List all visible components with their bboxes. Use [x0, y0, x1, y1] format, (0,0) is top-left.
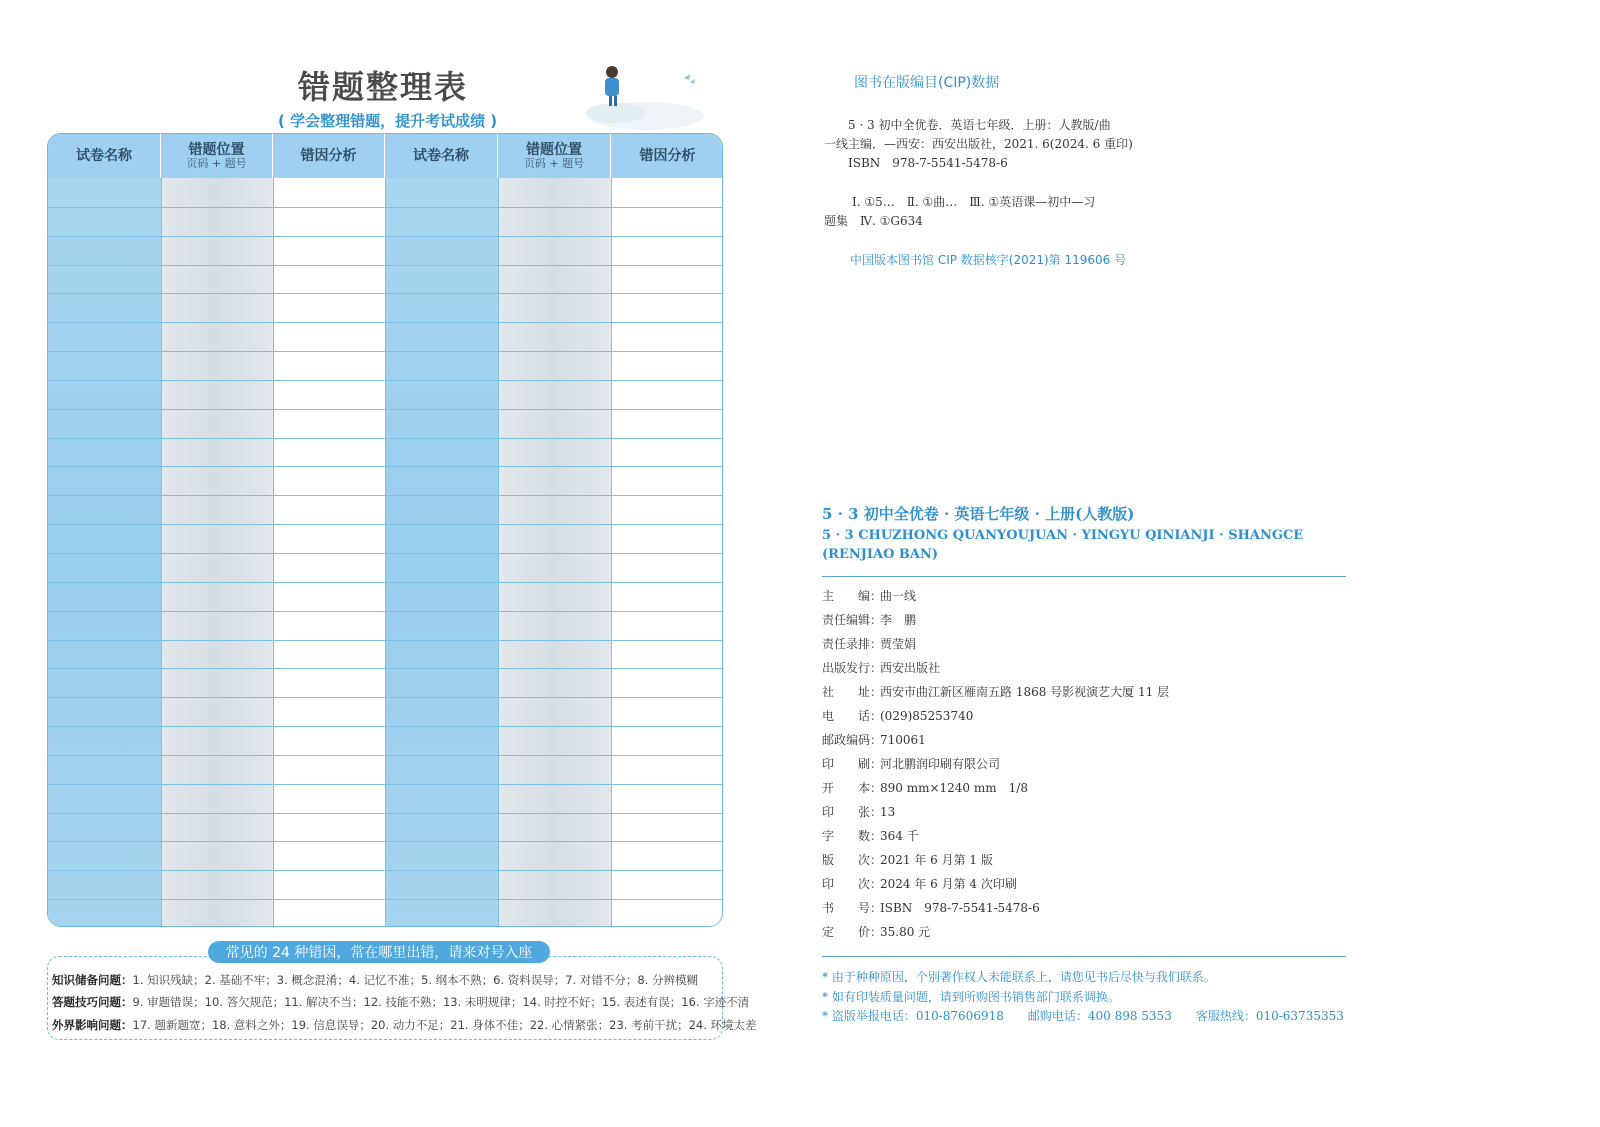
pub-info-value: 河北鹏润印刷有限公司	[880, 757, 1001, 771]
pub-info-key: 责任录排：	[822, 637, 883, 651]
table-row-line	[48, 697, 723, 698]
cip-line: Ⅰ. ①5… Ⅱ. ①曲… Ⅲ. ①英语课—初中—习	[852, 195, 1096, 209]
cip-line: 一线主编．—西安：西安出版社，2021. 6(2024. 6 重印)	[824, 137, 1133, 151]
table-row-line	[48, 582, 723, 583]
notice-line: * 盗版举报电话：010-87606918 邮购电话：400 898 5353 客服热线：010-63735353	[822, 1009, 1344, 1023]
girl-on-cloud-illustration	[576, 58, 706, 138]
pub-info-key: 定 价：	[822, 925, 883, 939]
pub-info-key: 责任编辑：	[822, 613, 883, 627]
cip-line: 题集 Ⅳ. ①G634	[824, 214, 923, 228]
table-row-line	[48, 380, 723, 381]
table-row-line	[48, 495, 723, 496]
pub-info-key: 印 刷：	[822, 757, 883, 771]
table-row-line	[48, 611, 723, 612]
table-row-line	[48, 640, 723, 641]
col-header-paper-name	[385, 134, 498, 178]
pub-info-row	[822, 875, 1017, 892]
page-subtitle: ( 学会整理错题，提升考试成绩 )	[278, 112, 498, 130]
pub-info-value: 曲一线	[880, 589, 917, 603]
col-header-error-cause	[611, 134, 723, 178]
pub-info-value: 35.80 元	[880, 925, 931, 939]
pub-info-key: 印 次：	[822, 877, 883, 891]
col-header-label: 错题位置	[188, 141, 245, 158]
table-row-line	[48, 841, 723, 842]
col-header-error-position	[498, 134, 611, 178]
legend-row-text: 17. 题新题宽；18. 意料之外；19. 信息误导；20. 动力不足；21. 身体不佳；22. 心情紧张；23. 考前干扰；24. 环境太差	[132, 1018, 757, 1032]
legend-row-label: 外界影响问题：	[52, 1018, 133, 1032]
pub-info-value: 西安出版社	[880, 661, 941, 675]
pub-info-value: ISBN 978-7-5541-5478-6	[880, 901, 1040, 915]
col-header-label: 试卷名称	[413, 147, 469, 164]
table-row-line	[48, 726, 723, 727]
pub-info-row	[822, 827, 919, 844]
col-header-label: 试卷名称	[76, 147, 132, 164]
table-row-line	[48, 265, 723, 266]
legend-row-knowledge	[52, 972, 698, 988]
legend-row-external	[52, 1017, 757, 1033]
pub-info-row	[822, 707, 973, 724]
error-sheet-page	[0, 0, 780, 1127]
table-row-line	[48, 351, 723, 352]
book-title: 5 · 3 初中全优卷 · 英语七年级 · 上册(人教版)	[822, 505, 1135, 523]
cip-line: ISBN 978-7-5541-5478-6	[848, 156, 1008, 170]
error-cause-legend	[47, 956, 757, 1040]
book-pinyin-line: 5 · 3 CHUZHONG QUANYOUJUAN · YINGYU QINIANJI · SHANGCE	[822, 528, 1304, 543]
table-body	[48, 178, 723, 927]
col-header-paper-name	[48, 134, 161, 178]
table-row-line	[48, 755, 723, 756]
table-row-line	[48, 207, 723, 208]
legend-row-text: 9. 审题错误；10. 答欠规范；11. 解决不当；12. 技能不熟；13. 未明规律；14. 时控不好；15. 表述有误；16. 字迹不清	[132, 995, 750, 1009]
pub-info-key: 书 号：	[822, 901, 883, 915]
col-header-error-cause	[273, 134, 385, 178]
legend-banner: 常见的 24 种错因，常在哪里出错，请来对号入座	[208, 941, 550, 963]
notice-line: * 由于种种原因，个别著作权人未能联系上，请您见书后尽快与我们联系。	[822, 970, 1216, 984]
pub-info-row	[822, 803, 895, 820]
pub-info-value: 710061	[880, 733, 926, 747]
pub-info-value: 2024 年 6 月第 4 次印刷	[880, 877, 1017, 891]
table-row-line	[48, 466, 723, 467]
cip-line: 5 · 3 初中全优卷．英语七年级．上册：人教版/曲	[848, 118, 1111, 132]
pub-info-key: 社 址：	[822, 685, 883, 699]
pub-info-row	[822, 611, 916, 628]
col-header-sublabel: 页码 + 题号	[186, 156, 247, 170]
pub-info-value: (029)85253740	[880, 709, 974, 723]
pub-info-row	[822, 635, 916, 652]
legend-row-technique	[52, 994, 749, 1010]
table-row-line	[48, 668, 723, 669]
cip-approval-number: 中国版本图书馆 CIP 数据核字(2021)第 119606 号	[850, 253, 1127, 267]
book-pinyin-line: (RENJIAO BAN)	[822, 547, 939, 562]
table-row-line	[48, 813, 723, 814]
page-title: 错题整理表	[298, 68, 469, 106]
pub-info-key: 出版发行：	[822, 661, 883, 675]
pub-info-key: 电 话：	[822, 709, 883, 723]
col-header-sublabel: 页码 + 题号	[523, 156, 585, 170]
table-row-line	[48, 322, 723, 323]
pub-info-value: 贾莹娟	[880, 637, 917, 651]
pub-info-row	[822, 851, 993, 868]
pub-info-key: 开 本：	[822, 781, 883, 795]
pub-info-row	[822, 659, 940, 676]
table-row-line	[48, 293, 723, 294]
table-row-line	[48, 438, 723, 439]
pub-info-key: 邮政编码：	[822, 733, 883, 747]
col-header-error-position	[161, 134, 273, 178]
table-header	[48, 134, 723, 178]
legend-row-text: 1. 知识残缺；2. 基础不牢；3. 概念混淆；4. 记忆不准；5. 纲本不熟；6. 资料误导；7. 对错不分；8. 分辨模糊	[132, 973, 699, 987]
pub-info-key: 版 次：	[822, 853, 883, 867]
pub-info-value: 李 鹏	[880, 613, 917, 627]
error-record-table	[47, 133, 723, 927]
pub-info-row	[822, 683, 1169, 700]
pub-info-value: 13	[880, 805, 896, 819]
pub-info-value: 364 千	[880, 829, 919, 843]
pub-info-row	[822, 755, 1000, 772]
pub-info-row	[822, 923, 930, 940]
copyright-page	[780, 0, 1600, 1127]
table-row-line	[48, 236, 723, 237]
table-row-line	[48, 899, 723, 900]
cip-title: 图书在版编目(CIP)数据	[854, 75, 1000, 91]
pub-info-row	[822, 731, 926, 748]
table-row-line	[48, 524, 723, 525]
pub-info-value: 890 mm×1240 mm 1/8	[880, 781, 1028, 795]
table-row-line	[48, 870, 723, 871]
table-row-line	[48, 409, 723, 410]
pub-info-value: 2021 年 6 月第 1 版	[880, 853, 993, 867]
pub-info-row	[822, 779, 1028, 796]
legend-row-label: 知识储备问题：	[52, 973, 133, 987]
notice-line: * 如有印装质量问题，请到所购图书销售部门联系调换。	[822, 990, 1120, 1004]
divider	[822, 956, 1346, 957]
pub-info-row	[822, 899, 1040, 916]
pub-info-key: 印 张：	[822, 805, 883, 819]
table-row-line	[48, 553, 723, 554]
legend-row-label: 答题技巧问题：	[52, 995, 133, 1009]
pub-info-row	[822, 587, 916, 604]
divider	[822, 576, 1346, 577]
col-header-label: 错因分析	[300, 147, 357, 164]
pub-info-key: 字 数：	[822, 829, 883, 843]
pub-info-value: 西安市曲江新区雁南五路 1868 号影视演艺大厦 11 层	[880, 685, 1170, 699]
col-header-label: 错题位置	[526, 141, 582, 158]
pub-info-key: 主 编：	[822, 589, 883, 603]
col-header-label: 错因分析	[639, 147, 696, 164]
table-row-line	[48, 784, 723, 785]
